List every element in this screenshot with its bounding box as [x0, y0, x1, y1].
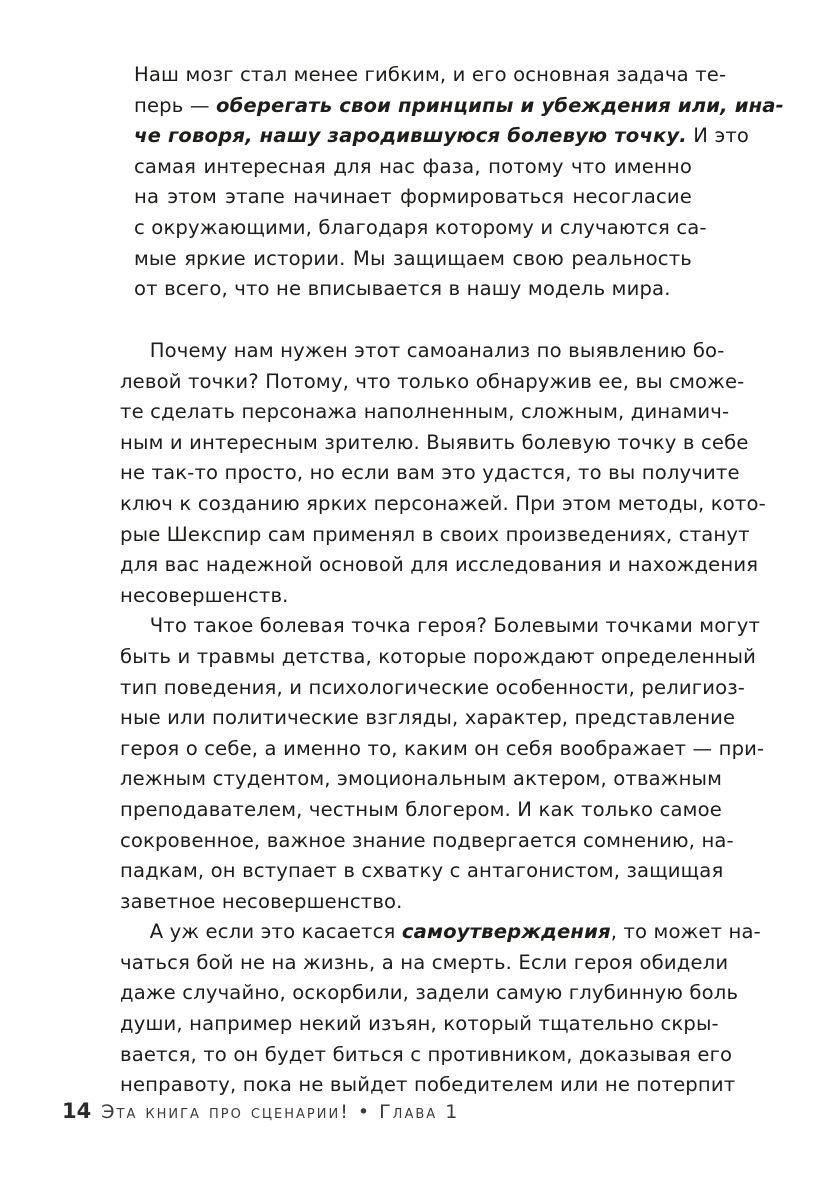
text-line: [120, 764, 723, 795]
page-footer: [62, 1099, 459, 1123]
emphasis-text: оберегать свои принципы и убеждения или, ина-: [215, 93, 784, 117]
text-run: быть и травмы детства, которые порождают определенный: [120, 644, 757, 668]
text-line: [120, 458, 740, 489]
text-run: неправоту, пока не выйдет победителем или не потерпит: [120, 1073, 736, 1097]
text-run: преподавателем, честным блогером. И как только самое: [120, 797, 722, 821]
text-line: [120, 581, 692, 612]
text-line: [120, 673, 746, 704]
text-line: [120, 826, 734, 857]
body-paragraph: [120, 336, 766, 611]
text-line: [120, 948, 729, 979]
text-line: [134, 274, 692, 305]
text-run: для вас надежной основой для исследования и нахождения: [120, 553, 759, 577]
text-run: самая интересная для нас фаза, потому что именно: [134, 154, 692, 178]
text-line: [134, 91, 784, 122]
text-run: Что такое болевая точка героя? Болевыми точками могут: [120, 614, 761, 638]
text-line: [120, 489, 766, 520]
text-line: [134, 60, 727, 91]
text-line: [120, 734, 765, 765]
body-paragraph: [120, 611, 765, 917]
text-line: [134, 152, 692, 183]
text-run: мые яркие истории. Мы защищаем свою реальность: [134, 246, 692, 270]
text-line: [120, 550, 759, 581]
quote-block: [134, 60, 784, 305]
text-run: от всего, что не вписывается в нашу модель мира.: [134, 277, 671, 301]
text-run: даже случайно, оскорбили, задели самую глубинную боль: [120, 981, 739, 1005]
text-line: [120, 703, 736, 734]
text-line: [120, 611, 761, 642]
text-line: [134, 121, 750, 152]
text-run: души, например некий изъян, который тщательно скры-: [120, 1012, 719, 1036]
running-head: Эта книга про сценарии! • Глава 1: [101, 1101, 460, 1123]
text-run: ные или политические взгляды, характер, представление: [120, 706, 736, 730]
text-line: [120, 520, 750, 551]
text-run: И это: [686, 124, 750, 148]
text-run: вается, то он будет биться с противником, доказывая его: [120, 1042, 733, 1066]
text-line: [120, 887, 692, 918]
text-run: левой точки? Потому, что только обнаружив ее, вы сможе-: [120, 369, 745, 393]
text-line: [120, 1009, 719, 1040]
text-run: те сделать персонажа наполненным, сложным, динамич-: [120, 400, 730, 424]
text-run: не так-то просто, но если вам это удастся, то вы получите: [120, 461, 740, 485]
text-run: перь —: [134, 93, 216, 117]
text-line: [120, 367, 745, 398]
text-run: несовершенств.: [120, 583, 289, 607]
text-run: с окружающими, благодаря которому и случаются са-: [134, 215, 707, 239]
text-run: Наш мозг стал менее гибким, и его основная задача те-: [134, 63, 727, 86]
text-line: [134, 182, 692, 213]
text-run: лежным студентом, эмоциональным актером, отважным: [120, 767, 723, 791]
text-line: [134, 213, 707, 244]
text-line: [120, 642, 757, 673]
text-line: [120, 428, 749, 459]
text-run: рые Шекспир сам применял в своих произведениях, станут: [120, 522, 750, 546]
text-line: [120, 1040, 733, 1071]
main-text: [120, 336, 766, 1101]
text-run: сокровенное, важное знание подвергается сомнению, на-: [120, 828, 734, 852]
text-line: [120, 336, 725, 367]
quote-paragraph: [134, 60, 784, 305]
text-line: [120, 978, 739, 1009]
text-run: , то может на-: [610, 920, 761, 944]
text-line: [120, 856, 724, 887]
text-line: [120, 795, 722, 826]
text-run: падкам, он вступает в схватку с антагонистом, защищая: [120, 859, 724, 883]
emphasis-text: самоутверждения: [401, 920, 611, 944]
text-line: [120, 917, 761, 948]
text-run: ключ к созданию ярких персонажей. При этом методы, кото-: [120, 491, 766, 515]
text-run: ным и интересным зрителю. Выявить болевую точку в себе: [120, 430, 749, 454]
page-number: 14: [62, 1099, 92, 1123]
text-line: [120, 397, 730, 428]
text-run: героя о себе, а именно то, каким он себя воображает — при-: [120, 736, 765, 760]
text-line: [134, 244, 692, 275]
emphasis-text: че говоря, нашу зародившуюся болевую точку.: [134, 124, 687, 148]
text-run: чаться бой не на жизнь, а на смерть. Если героя обидели: [120, 950, 729, 974]
text-run: на этом этапе начинает формироваться несогласие: [134, 185, 692, 209]
text-run: А уж если это касается: [120, 920, 402, 944]
body-paragraph: [120, 917, 761, 1101]
text-run: заветное несовершенство.: [120, 889, 403, 913]
text-run: Почему нам нужен этот самоанализ по выявлению бо-: [120, 339, 725, 362]
text-line: [120, 1070, 736, 1101]
text-run: тип поведения, и психологические особенности, религиоз-: [120, 675, 746, 699]
